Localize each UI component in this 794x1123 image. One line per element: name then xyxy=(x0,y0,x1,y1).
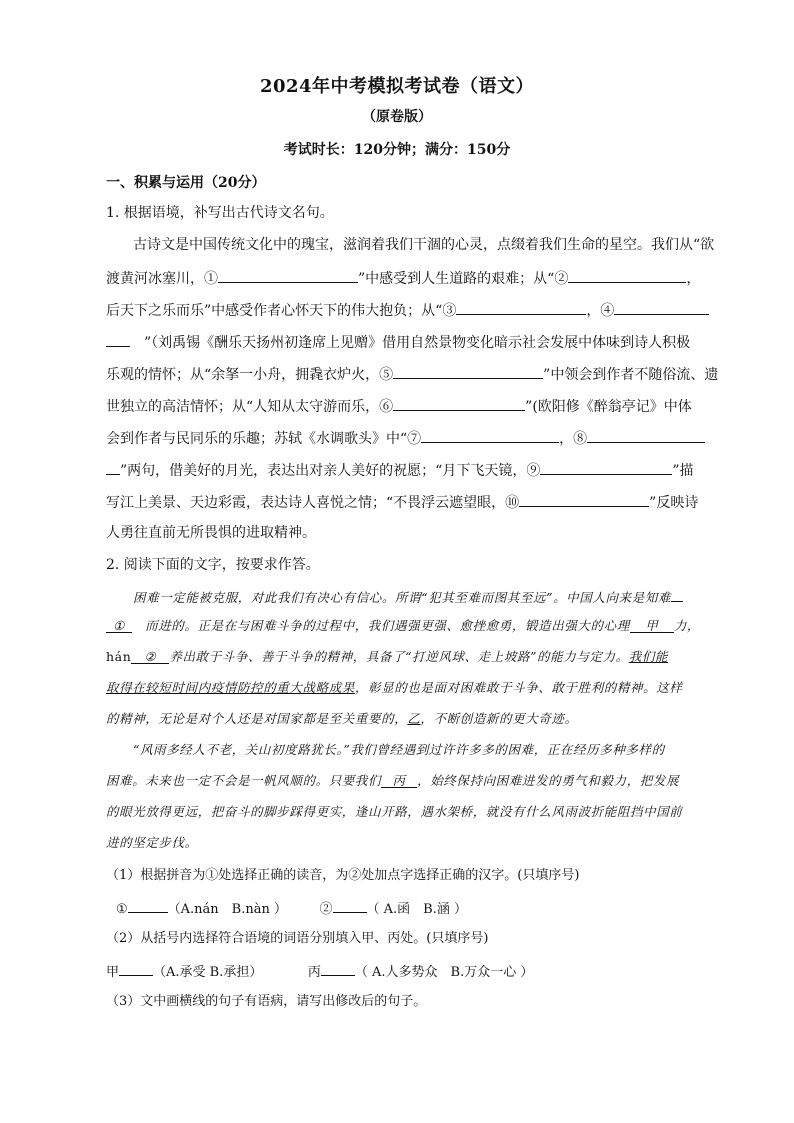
blank-10[interactable] xyxy=(519,491,649,507)
passage-line-5 xyxy=(106,710,722,728)
blank-8[interactable] xyxy=(587,427,705,443)
passage-line-1 xyxy=(133,586,722,607)
text: 写江上美景、天边彩霞，表达诗人喜悦之情；“不畏浮云遮望眼，⑩ xyxy=(106,495,520,511)
q1-line-3 xyxy=(106,299,722,321)
text: ① xyxy=(116,902,128,917)
answer-blank-bing[interactable] xyxy=(321,960,355,976)
sub-question-2: （2）从括号内选择符合语境的词语分别填入甲、丙处。(只填序号) xyxy=(106,931,489,946)
passage-line-9: 进的坚定步伐。 xyxy=(106,835,198,850)
blank-bing[interactable]: 丙 xyxy=(381,772,417,788)
text: ”（刘禹锡《酬乐天扬州初逢席上见赠》借用自然景物变化暗示社会发展中体味到诗人积极 xyxy=(144,335,691,351)
text: ，不断创造新的更大奇迹。 xyxy=(420,711,578,726)
text: ， xyxy=(686,271,701,287)
underlined-sentence: 我们能 xyxy=(628,649,669,664)
text: 的精神，无论是对个人还是对国家都是至关重要的， xyxy=(106,711,408,726)
text: 甲 xyxy=(106,965,120,980)
blank-p1[interactable] xyxy=(671,586,683,602)
blank-9[interactable] xyxy=(540,459,672,475)
blank-circle-1[interactable]: ① xyxy=(106,617,132,633)
page-subtitle: （原卷版） xyxy=(362,109,432,125)
text: 力， xyxy=(673,618,701,633)
sub-question-2-answers xyxy=(106,960,722,983)
passage-line-3 xyxy=(106,648,722,666)
text: ② xyxy=(319,902,333,917)
passage-line-6: “风雨多经人不老，关山初度路犹长。”我们曾经遇到过许许多多的困难，正在经历多种多样的 xyxy=(133,742,665,757)
blank-circle-2[interactable]: ② xyxy=(131,648,169,664)
blank-7[interactable] xyxy=(421,427,559,443)
sub-question-1: （1）根据拼音为①处选择正确的读音，为②处加点字选择正确的汉字。(只填序号) xyxy=(106,868,580,883)
text: 渡黄河冰塞川，① xyxy=(106,271,218,287)
page-title: 2024年中考模拟考试卷（语文） xyxy=(259,76,535,97)
blank-3[interactable] xyxy=(456,299,586,315)
passage-line-2 xyxy=(106,617,722,635)
text: 养出敢于斗争、善于斗争的精神，具备了“打逆风球、走上坡路”的能力与定力。 xyxy=(169,649,629,664)
text: ，④ xyxy=(586,303,615,319)
text: ，彰显的也是面对困难敢于斗争、敢于胜利的精神。这样 xyxy=(354,680,683,695)
blank-8-cont[interactable] xyxy=(106,459,120,475)
passage-line-8: 的眼光放得更远，把奋斗的脚步踩得更实，逢山开路，遇水架桥，就没有什么风雨波折能阻挡中国前 xyxy=(106,804,683,819)
text: ，⑧ xyxy=(559,431,588,447)
blank-6[interactable] xyxy=(393,395,525,411)
exam-info: 考试时长：120分钟；满分：150分 xyxy=(283,142,511,158)
text: 会到作者与民同乐的乐趣；苏轼《水调歌头》中“⑦ xyxy=(106,431,422,447)
q1-line-9 xyxy=(106,491,722,513)
answer-blank-2[interactable] xyxy=(333,897,367,913)
blank-yi[interactable]: 乙 xyxy=(407,711,421,726)
blank-5[interactable] xyxy=(393,363,543,379)
text: ”中感受到人生道路的艰难；从“② xyxy=(358,271,569,287)
text: 丙 xyxy=(307,965,321,980)
text: ，始终保持向困难进发的勇气和毅力，把发展 xyxy=(417,773,680,788)
sub-question-3: （3）文中画横线的句子有语病，请写出修改后的句子。 xyxy=(106,994,427,1009)
text: 而进的。正是在与困难斗争的过程中，我们遇强更强、愈挫愈勇，锻造出强大的心理 xyxy=(145,618,630,633)
passage-line-4 xyxy=(106,679,722,697)
q1-line-1: 古诗文是中国传统文化中的瑰宝，滋润着我们干涸的心灵，点缀着我们生命的星空。我们从“欲 xyxy=(133,237,715,253)
blank-2[interactable] xyxy=(568,267,686,283)
blank-1[interactable] xyxy=(218,267,358,283)
text: ”描 xyxy=(672,463,694,479)
answer-blank-jia[interactable] xyxy=(119,960,153,976)
sub-question-1-answers xyxy=(116,897,732,920)
q1-line-6 xyxy=(106,395,722,417)
q1-line-5 xyxy=(106,363,722,385)
blank-jia[interactable]: 甲 xyxy=(630,617,674,633)
q1-line-8 xyxy=(106,459,722,481)
q1-prompt: 1. 根据语境，补写出古代诗文名句。 xyxy=(106,205,334,221)
text: 后天下之乐而乐”中感受作者心怀天下的伟大抱负；从“③ xyxy=(106,303,457,319)
blank-4[interactable] xyxy=(614,299,709,315)
text: ”(欧阳修《醉翁亭记》中体 xyxy=(525,399,692,415)
q1-line-10: 人勇往直前无所畏惧的进取精神。 xyxy=(106,525,316,541)
text: （A.承受 B.承担） xyxy=(153,965,256,980)
q1-line-4 xyxy=(106,331,722,353)
text: 困难一定能被克服，对此我们有决心有信心。所谓“犯其至难而图其至远”。中国人向来是知难 xyxy=(133,590,671,605)
answer-blank-1[interactable] xyxy=(128,897,168,913)
text: 乐观的情怀；从“余拏一小舟，拥毳衣炉火，⑤ xyxy=(106,367,394,383)
text: 世独立的高洁情怀；从“人知从太守游而乐，⑥ xyxy=(106,399,394,415)
q1-line-2 xyxy=(106,267,722,289)
text: （ A.函 B.涵 ） xyxy=(366,902,468,917)
text: ”中领会到作者不随俗流、遗 xyxy=(543,367,719,383)
passage-line-7 xyxy=(106,772,722,790)
underlined-sentence-cont: 取得在较短时间内疫情防控的重大战略成果 xyxy=(106,680,355,695)
q1-line-7 xyxy=(106,427,722,449)
text: （A.nán B.nàn ） xyxy=(167,902,281,917)
q2-prompt: 2. 阅读下面的文字，按要求作答。 xyxy=(106,557,320,573)
text: ”反映诗 xyxy=(649,495,699,511)
section-heading: 一、积累与运用（20分） xyxy=(106,175,266,191)
blank-4-cont[interactable] xyxy=(106,331,130,347)
text: （ A.人多势众 B.万众一心 ） xyxy=(354,965,534,980)
text: 困难。未来也一定不会是一帆风顺的。只要我们 xyxy=(106,773,382,788)
text: ”两句，借美好的月光，表达出对亲人美好的祝愿；“月下飞天镜，⑨ xyxy=(120,463,541,479)
text: hán xyxy=(106,649,132,664)
